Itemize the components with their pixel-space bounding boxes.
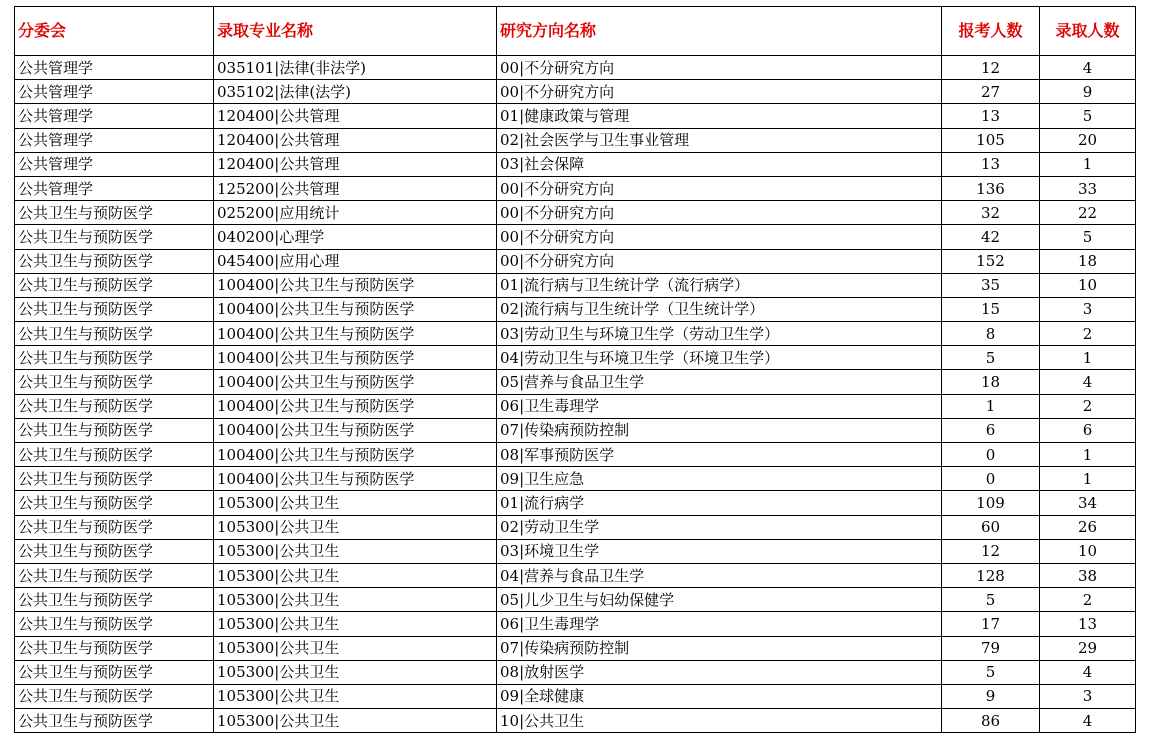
cell-research-direction: 01|流行病学 bbox=[497, 491, 942, 515]
cell-major: 120400|公共管理 bbox=[214, 128, 497, 152]
table-row bbox=[15, 418, 1136, 442]
cell-admitted: 3 bbox=[1040, 684, 1136, 708]
table-row bbox=[15, 201, 1136, 225]
cell-applicants: 12 bbox=[942, 56, 1040, 80]
cell-applicants: 17 bbox=[942, 612, 1040, 636]
cell-admitted: 34 bbox=[1040, 491, 1136, 515]
cell-admitted: 4 bbox=[1040, 56, 1136, 80]
cell-research-direction: 09|卫生应急 bbox=[497, 467, 942, 491]
cell-admitted: 20 bbox=[1040, 128, 1136, 152]
table-row bbox=[15, 684, 1136, 708]
cell-major: 100400|公共卫生与预防医学 bbox=[214, 467, 497, 491]
cell-admitted: 13 bbox=[1040, 612, 1136, 636]
cell-applicants: 5 bbox=[942, 346, 1040, 370]
header-research-direction: 研究方向名称 bbox=[497, 7, 942, 56]
cell-applicants: 9 bbox=[942, 684, 1040, 708]
cell-major: 100400|公共卫生与预防医学 bbox=[214, 418, 497, 442]
table-row bbox=[15, 394, 1136, 418]
cell-research-direction: 02|流行病与卫生统计学（卫生统计学） bbox=[497, 297, 942, 321]
cell-committee: 公共卫生与预防医学 bbox=[15, 588, 214, 612]
cell-major: 105300|公共卫生 bbox=[214, 684, 497, 708]
cell-applicants: 0 bbox=[942, 467, 1040, 491]
cell-admitted: 26 bbox=[1040, 515, 1136, 539]
table-row bbox=[15, 80, 1136, 104]
cell-major: 105300|公共卫生 bbox=[214, 588, 497, 612]
cell-admitted: 3 bbox=[1040, 297, 1136, 321]
cell-applicants: 42 bbox=[942, 225, 1040, 249]
cell-committee: 公共卫生与预防医学 bbox=[15, 273, 214, 297]
cell-research-direction: 08|放射医学 bbox=[497, 660, 942, 684]
table-row bbox=[15, 346, 1136, 370]
table-row bbox=[15, 467, 1136, 491]
table-row bbox=[15, 636, 1136, 660]
cell-major: 100400|公共卫生与预防医学 bbox=[214, 394, 497, 418]
cell-committee: 公共卫生与预防医学 bbox=[15, 491, 214, 515]
cell-admitted: 33 bbox=[1040, 176, 1136, 200]
table-row bbox=[15, 56, 1136, 80]
cell-major: 035102|法律(法学) bbox=[214, 80, 497, 104]
cell-applicants: 109 bbox=[942, 491, 1040, 515]
table-row bbox=[15, 297, 1136, 321]
cell-committee: 公共卫生与预防医学 bbox=[15, 660, 214, 684]
cell-major: 100400|公共卫生与预防医学 bbox=[214, 322, 497, 346]
cell-research-direction: 00|不分研究方向 bbox=[497, 201, 942, 225]
cell-major: 105300|公共卫生 bbox=[214, 709, 497, 733]
cell-applicants: 5 bbox=[942, 660, 1040, 684]
cell-committee: 公共卫生与预防医学 bbox=[15, 539, 214, 563]
cell-applicants: 136 bbox=[942, 176, 1040, 200]
cell-major: 100400|公共卫生与预防医学 bbox=[214, 346, 497, 370]
table-row bbox=[15, 660, 1136, 684]
cell-committee: 公共卫生与预防医学 bbox=[15, 515, 214, 539]
cell-major: 105300|公共卫生 bbox=[214, 636, 497, 660]
table-body bbox=[15, 56, 1136, 733]
cell-applicants: 86 bbox=[942, 709, 1040, 733]
cell-research-direction: 05|营养与食品卫生学 bbox=[497, 370, 942, 394]
cell-admitted: 29 bbox=[1040, 636, 1136, 660]
cell-applicants: 79 bbox=[942, 636, 1040, 660]
table-row bbox=[15, 249, 1136, 273]
cell-applicants: 18 bbox=[942, 370, 1040, 394]
cell-major: 105300|公共卫生 bbox=[214, 660, 497, 684]
cell-committee: 公共管理学 bbox=[15, 104, 214, 128]
cell-committee: 公共管理学 bbox=[15, 176, 214, 200]
cell-committee: 公共管理学 bbox=[15, 56, 214, 80]
cell-committee: 公共卫生与预防医学 bbox=[15, 612, 214, 636]
cell-committee: 公共卫生与预防医学 bbox=[15, 225, 214, 249]
cell-major: 100400|公共卫生与预防医学 bbox=[214, 370, 497, 394]
cell-admitted: 38 bbox=[1040, 563, 1136, 587]
cell-applicants: 8 bbox=[942, 322, 1040, 346]
cell-applicants: 32 bbox=[942, 201, 1040, 225]
table-row bbox=[15, 709, 1136, 733]
cell-applicants: 152 bbox=[942, 249, 1040, 273]
cell-committee: 公共卫生与预防医学 bbox=[15, 636, 214, 660]
cell-research-direction: 01|流行病与卫生统计学（流行病学） bbox=[497, 273, 942, 297]
cell-committee: 公共卫生与预防医学 bbox=[15, 709, 214, 733]
cell-research-direction: 05|儿少卫生与妇幼保健学 bbox=[497, 588, 942, 612]
cell-major: 105300|公共卫生 bbox=[214, 563, 497, 587]
cell-committee: 公共卫生与预防医学 bbox=[15, 370, 214, 394]
cell-applicants: 12 bbox=[942, 539, 1040, 563]
cell-admitted: 1 bbox=[1040, 152, 1136, 176]
table-row bbox=[15, 273, 1136, 297]
header-applicants: 报考人数 bbox=[942, 7, 1040, 56]
cell-research-direction: 03|劳动卫生与环境卫生学（劳动卫生学） bbox=[497, 322, 942, 346]
cell-research-direction: 00|不分研究方向 bbox=[497, 80, 942, 104]
header-admitted: 录取人数 bbox=[1040, 7, 1136, 56]
cell-research-direction: 07|传染病预防控制 bbox=[497, 636, 942, 660]
cell-committee: 公共卫生与预防医学 bbox=[15, 346, 214, 370]
cell-research-direction: 06|卫生毒理学 bbox=[497, 394, 942, 418]
cell-admitted: 2 bbox=[1040, 588, 1136, 612]
cell-committee: 公共卫生与预防医学 bbox=[15, 563, 214, 587]
cell-applicants: 27 bbox=[942, 80, 1040, 104]
cell-admitted: 6 bbox=[1040, 418, 1136, 442]
cell-research-direction: 09|全球健康 bbox=[497, 684, 942, 708]
table-row bbox=[15, 443, 1136, 467]
cell-admitted: 1 bbox=[1040, 346, 1136, 370]
table-row bbox=[15, 539, 1136, 563]
cell-committee: 公共卫生与预防医学 bbox=[15, 249, 214, 273]
cell-committee: 公共管理学 bbox=[15, 80, 214, 104]
cell-research-direction: 01|健康政策与管理 bbox=[497, 104, 942, 128]
cell-major: 100400|公共卫生与预防医学 bbox=[214, 273, 497, 297]
header-row bbox=[15, 7, 1136, 56]
cell-admitted: 10 bbox=[1040, 273, 1136, 297]
cell-committee: 公共卫生与预防医学 bbox=[15, 443, 214, 467]
cell-major: 040200|心理学 bbox=[214, 225, 497, 249]
cell-committee: 公共管理学 bbox=[15, 152, 214, 176]
cell-major: 105300|公共卫生 bbox=[214, 515, 497, 539]
cell-admitted: 2 bbox=[1040, 394, 1136, 418]
cell-applicants: 6 bbox=[942, 418, 1040, 442]
cell-admitted: 5 bbox=[1040, 104, 1136, 128]
cell-admitted: 1 bbox=[1040, 467, 1136, 491]
table-row bbox=[15, 588, 1136, 612]
cell-admitted: 4 bbox=[1040, 370, 1136, 394]
table-row bbox=[15, 104, 1136, 128]
table-row bbox=[15, 176, 1136, 200]
table-row bbox=[15, 128, 1136, 152]
cell-applicants: 128 bbox=[942, 563, 1040, 587]
cell-research-direction: 04|营养与食品卫生学 bbox=[497, 563, 942, 587]
cell-research-direction: 10|公共卫生 bbox=[497, 709, 942, 733]
cell-major: 125200|公共管理 bbox=[214, 176, 497, 200]
cell-research-direction: 06|卫生毒理学 bbox=[497, 612, 942, 636]
cell-major: 120400|公共管理 bbox=[214, 104, 497, 128]
cell-committee: 公共卫生与预防医学 bbox=[15, 418, 214, 442]
cell-major: 045400|应用心理 bbox=[214, 249, 497, 273]
cell-research-direction: 02|劳动卫生学 bbox=[497, 515, 942, 539]
cell-committee: 公共卫生与预防医学 bbox=[15, 322, 214, 346]
cell-major: 105300|公共卫生 bbox=[214, 612, 497, 636]
cell-committee: 公共卫生与预防医学 bbox=[15, 297, 214, 321]
cell-major: 105300|公共卫生 bbox=[214, 539, 497, 563]
cell-major: 035101|法律(非法学) bbox=[214, 56, 497, 80]
table-row bbox=[15, 370, 1136, 394]
header-committee: 分委会 bbox=[15, 7, 214, 56]
cell-admitted: 9 bbox=[1040, 80, 1136, 104]
admissions-table bbox=[14, 6, 1136, 733]
cell-research-direction: 00|不分研究方向 bbox=[497, 225, 942, 249]
cell-applicants: 1 bbox=[942, 394, 1040, 418]
table-row bbox=[15, 152, 1136, 176]
cell-committee: 公共管理学 bbox=[15, 128, 214, 152]
cell-admitted: 5 bbox=[1040, 225, 1136, 249]
cell-major: 100400|公共卫生与预防医学 bbox=[214, 443, 497, 467]
cell-admitted: 10 bbox=[1040, 539, 1136, 563]
cell-admitted: 4 bbox=[1040, 660, 1136, 684]
cell-applicants: 5 bbox=[942, 588, 1040, 612]
table-row bbox=[15, 612, 1136, 636]
table-row bbox=[15, 491, 1136, 515]
cell-applicants: 60 bbox=[942, 515, 1040, 539]
cell-research-direction: 04|劳动卫生与环境卫生学（环境卫生学） bbox=[497, 346, 942, 370]
cell-admitted: 1 bbox=[1040, 443, 1136, 467]
cell-research-direction: 00|不分研究方向 bbox=[497, 56, 942, 80]
table-row bbox=[15, 225, 1136, 249]
cell-major: 100400|公共卫生与预防医学 bbox=[214, 297, 497, 321]
cell-admitted: 2 bbox=[1040, 322, 1136, 346]
cell-admitted: 22 bbox=[1040, 201, 1136, 225]
header-major: 录取专业名称 bbox=[214, 7, 497, 56]
cell-major: 105300|公共卫生 bbox=[214, 491, 497, 515]
cell-major: 120400|公共管理 bbox=[214, 152, 497, 176]
cell-committee: 公共卫生与预防医学 bbox=[15, 684, 214, 708]
cell-admitted: 4 bbox=[1040, 709, 1136, 733]
cell-applicants: 105 bbox=[942, 128, 1040, 152]
cell-research-direction: 03|社会保障 bbox=[497, 152, 942, 176]
cell-major: 025200|应用统计 bbox=[214, 201, 497, 225]
cell-committee: 公共卫生与预防医学 bbox=[15, 467, 214, 491]
cell-committee: 公共卫生与预防医学 bbox=[15, 394, 214, 418]
cell-admitted: 18 bbox=[1040, 249, 1136, 273]
cell-applicants: 35 bbox=[942, 273, 1040, 297]
cell-research-direction: 07|传染病预防控制 bbox=[497, 418, 942, 442]
cell-research-direction: 03|环境卫生学 bbox=[497, 539, 942, 563]
cell-committee: 公共卫生与预防医学 bbox=[15, 201, 214, 225]
cell-research-direction: 00|不分研究方向 bbox=[497, 176, 942, 200]
cell-applicants: 0 bbox=[942, 443, 1040, 467]
cell-applicants: 15 bbox=[942, 297, 1040, 321]
cell-research-direction: 00|不分研究方向 bbox=[497, 249, 942, 273]
cell-research-direction: 02|社会医学与卫生事业管理 bbox=[497, 128, 942, 152]
cell-applicants: 13 bbox=[942, 104, 1040, 128]
table-row bbox=[15, 515, 1136, 539]
cell-research-direction: 08|军事预防医学 bbox=[497, 443, 942, 467]
table-row bbox=[15, 322, 1136, 346]
table-row bbox=[15, 563, 1136, 587]
cell-applicants: 13 bbox=[942, 152, 1040, 176]
